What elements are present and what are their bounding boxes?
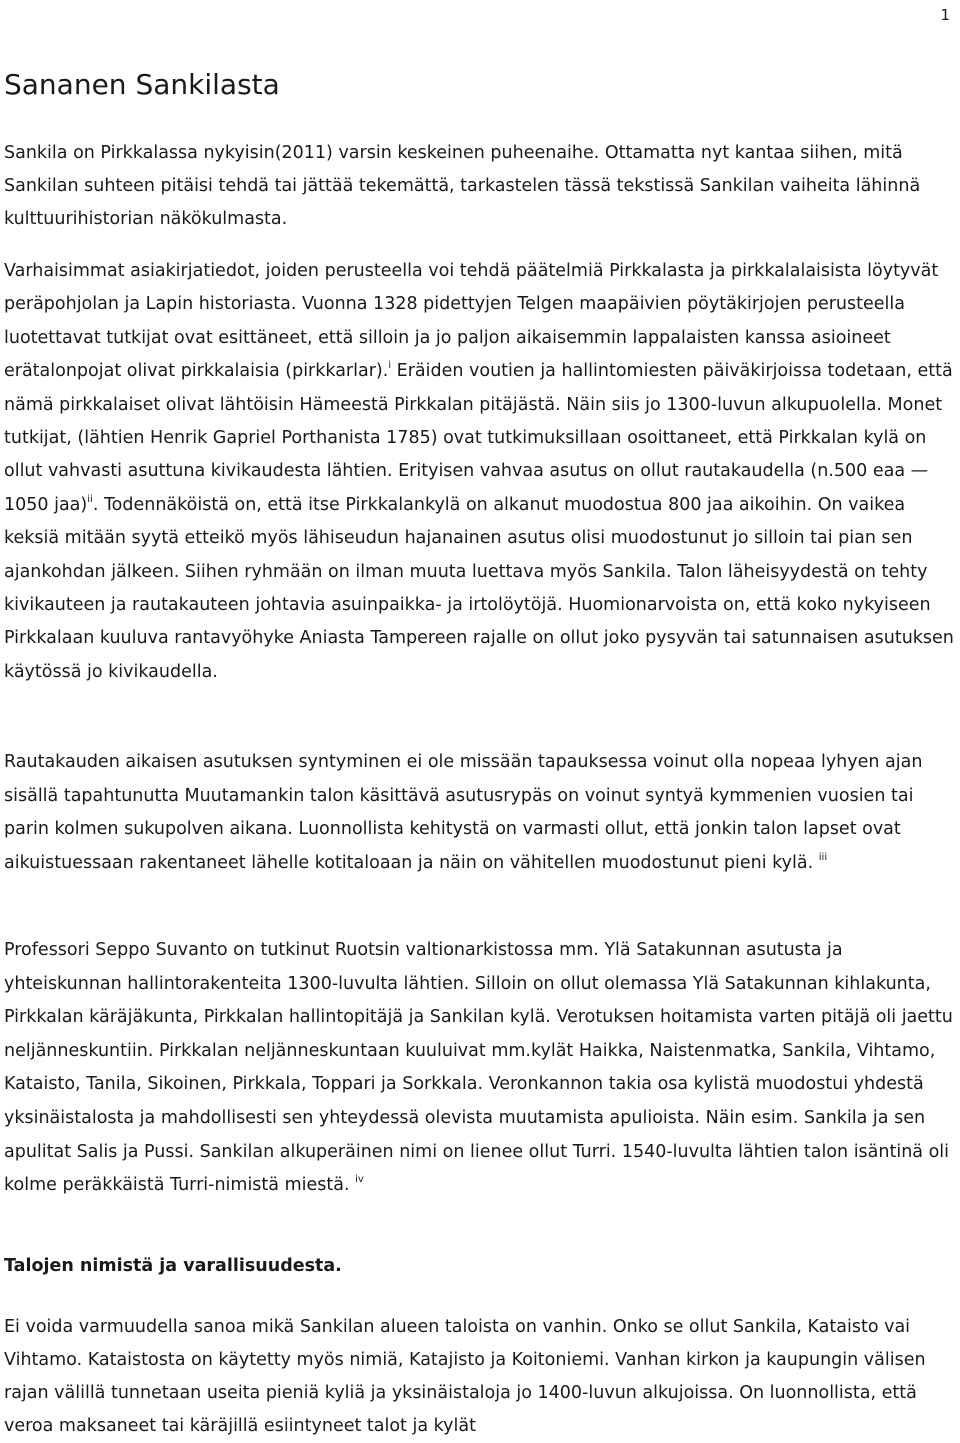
- paragraph-text: Varhaisimmat asiakirjatiedot, joiden perusteella voi tehdä päätelmiä Pirkkalasta ja pirkkalalaisista löytyvät peräpohjolan ja Lapin historiasta. Vuonna 1328 pidettyjen Telgen maapäivien pöytäkirjojen perusteella luotettavat tutkijat ovat esittäneet, että silloin ja jo paljon aikaisemmin lappalaisten kanssa asioineet erätalonpojat olivat pirkkalaisia (pirkkarlar).: [4, 261, 939, 382]
- paragraph-suvanto: [4, 934, 958, 1203]
- paragraph-text: Eräiden voutien ja hallintomiesten päiväkirjoissa todetaan, että nämä pirkkalaiset olivat lähtöisin Hämeestä Pirkkalan pitäjästä. Näin siis jo 1300-luvun alkupuolella. Monet tutkijat, (lähtien Henrik Gapriel Porthanista 1785) ovat tutkimuksillaan osoittaneet, että Pirkkalan kylä on ollut vahvasti asuttuna kivikaudesta lähtien. Erityisen vahvaa asutus on ollut rautakaudella (n.500 eaa — 1050 jaa): [4, 361, 953, 515]
- paragraph-iron-age: [4, 746, 958, 880]
- paragraph-intro: [4, 137, 958, 236]
- paragraph-houses: [4, 1311, 958, 1443]
- page-number: 1: [940, 6, 950, 24]
- page-title: Sananen Sankilasta: [4, 68, 280, 101]
- paragraph-text: . Todennäköistä on, että itse Pirkkalankylä on alkanut muodostua 800 jaa aikoihin. On vaikea keksiä mitään syytä etteikö myös lähiseudun hajanainen asutus olisi muodostunut jo silloin tai pian sen ajankohdan jälkeen. Siihen ryhmään on ilman muuta luettava myös Sankila. Talon läheisyydestä on tehty kivikauteen ja rautakauteen johtavia asuinpaikka- ja irtolöytöjä. Huomionarvoista on, että koko nykyiseen Pirkkalaan kuuluva rantavyöhyke Aniasta Tampereen rajalle on ollut joko pysyvän tai satunnaisen asutuksen käytössä jo kivikaudella.: [4, 494, 954, 682]
- paragraph-text: Professori Seppo Suvanto on tutkinut Ruotsin valtionarkistossa mm. Ylä Satakunnan asutusta ja yhteiskunnan hallintorakenteita 1300-luvulta lähtien. Silloin on ollut olemassa Ylä Satakunnan kihlakunta, Pirkkalan käräjäkunta, Pirkkalan hallintopitäjä ja Sankilan kylä. Verotuksen hoitamista varten pitäjä oli jaettu neljänneskuntiin. Pirkkalan neljänneskuntaan kuuluivat mm.kylät Haikka, Naistenmatka, Sankila, Vihtamo, Kataisto, Tanila, Sikoinen, Pirkkala, Toppari ja Sorkkala. Veronkannon takia osa kylistä muodostui yhdestä yksinäistalosta ja mahdollisesti sen yhteydessä olevista muutamista apulioista. Näin esim. Sankila ja sen apulitat Salis ja Pussi. Sankilan alkuperäinen nimi on lienee ollut Turri. 1540-luvulta lähtien talon isäntinä oli kolme peräkkäistä Turri-nimistä miestä.: [4, 940, 953, 1196]
- paragraph-early-records: [4, 255, 958, 689]
- footnote-ref[interactable]: iii: [818, 851, 828, 863]
- footnote-ref[interactable]: ii: [87, 493, 93, 505]
- paragraph-text: Rautakauden aikaisen asutuksen syntyminen ei ole missään tapauksessa voinut olla nopeaa lyhyen ajan sisällä tapahtunutta Muutamankin talon käsittävä asutusrypäs on voinut syntyä kymmenien vuosien tai parin kolmen sukupolven aikana. Luonnollista kehitystä on varmasti ollut, että jonkin talon lapset ovat aikuistuessaan rakentaneet lähelle kotitaloaan ja näin on vähitellen muodostunut pieni kylä.: [4, 752, 923, 873]
- paragraph-text: Ei voida varmuudella sanoa mikä Sankilan alueen taloista on vanhin. Onko se ollut Sankila, Kataisto vai Vihtamo. Kataistosta on käytetty myös nimiä, Katajisto ja Koitoniemi. Vanhan kirkon ja kaupungin välisen rajan välillä tunnetaan useita pieniä kyliä ja yksinäistaloja jo 1400-luvun alkujoissa. On luonnollista, että veroa maksaneet tai käräjillä esiintyneet talot ja kylät: [4, 1317, 926, 1436]
- footnote-ref[interactable]: iv: [355, 1174, 364, 1186]
- footnote-ref[interactable]: i: [388, 360, 392, 372]
- section-heading: Talojen nimistä ja varallisuudesta.: [4, 1256, 342, 1276]
- paragraph-text: Sankila on Pirkkalassa nykyisin(2011) varsin keskeinen puheenaihe. Ottamatta nyt kantaa siihen, mitä Sankilan suhteen pitäisi tehdä tai jättää tekemättä, tarkastelen tässä tekstissä Sankilan vaiheita lähinnä kulttuurihistorian näkökulmasta.: [4, 143, 921, 229]
